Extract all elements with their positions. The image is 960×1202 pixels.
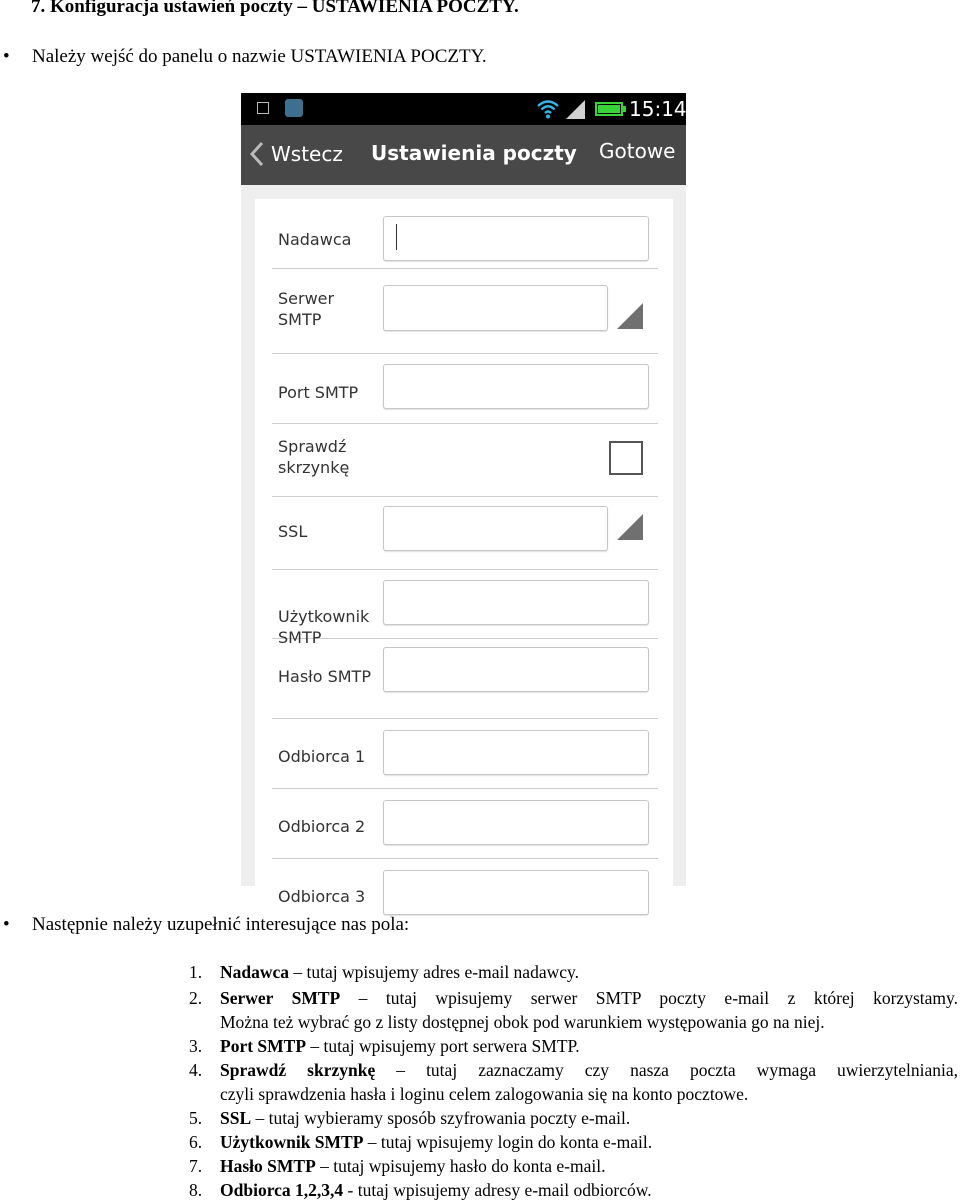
form-row-sender	[272, 199, 658, 269]
list-description-continued: Można też wybrać go z listy dostępnej obok pod warunkiem występowania go na niej.	[220, 1012, 825, 1032]
list-term: Użytkownik SMTP	[220, 1132, 364, 1152]
list-description: – tutaj wpisujemy serwer SMTP poczty e-mail z której korzystamy.	[340, 988, 958, 1008]
smtp-user-input[interactable]	[383, 580, 649, 625]
list-term: Port SMTP	[220, 1036, 307, 1056]
form-row-ssl	[272, 497, 658, 570]
chevron-left-icon	[247, 139, 269, 169]
bullet-1-dot: •	[3, 46, 10, 67]
ssl-input[interactable]	[383, 506, 608, 551]
screen-title: Ustawienia poczty	[371, 141, 577, 165]
list-term: Serwer SMTP	[220, 988, 341, 1008]
form-row-smtp-user	[272, 570, 658, 647]
form-row-smtp-server	[272, 269, 658, 354]
list-description: – tutaj wpisujemy hasło do konta e-mail.	[315, 1156, 606, 1176]
signal-icon	[566, 98, 586, 120]
list-number: 2.	[189, 988, 203, 1008]
field-label-smtp-server: Serwer SMTP	[278, 289, 335, 329]
form-row-recipient-2	[272, 789, 658, 859]
smtp-port-input[interactable]	[383, 364, 649, 409]
wifi-icon	[537, 98, 559, 120]
list-number: 8.	[189, 1180, 203, 1200]
list-description: – tutaj wpisujemy port serwera SMTP.	[306, 1036, 580, 1056]
list-description-continued: czyli sprawdzenia hasła i loginu celem zalogowania się na konto pocztowe.	[220, 1084, 749, 1104]
form-row-smtp-port	[272, 354, 658, 424]
section-heading: 7. Konfiguracja ustawień poczty – USTAWIENIA POCZTY.	[31, 0, 519, 17]
field-label-recipient-3: Odbiorca 3	[278, 887, 366, 906]
app-notification-icon	[285, 99, 303, 117]
list-term: Nadawca	[220, 962, 290, 982]
list-number: 4.	[189, 1060, 203, 1080]
field-label-smtp-port: Port SMTP	[278, 383, 359, 402]
form-row-smtp-password	[272, 639, 658, 719]
list-number: 6.	[189, 1132, 203, 1152]
sender-input[interactable]	[383, 216, 649, 261]
list-description: – tutaj wpisujemy adres e-mail nadawcy.	[289, 962, 579, 982]
action-bar	[241, 125, 686, 185]
dropdown-arrow-icon[interactable]	[617, 514, 643, 540]
back-label: Wstecz	[271, 142, 343, 166]
settings-form	[255, 199, 673, 906]
recipient-1-input[interactable]	[383, 730, 649, 775]
field-label-recipient-2: Odbiorca 2	[278, 817, 366, 836]
smtp-password-input[interactable]	[383, 647, 649, 692]
text-cursor	[396, 224, 397, 250]
gallery-notification-icon	[257, 102, 269, 114]
field-label-sender: Nadawca	[278, 230, 352, 249]
list-description: – tutaj wpisujemy login do konta e-mail.	[363, 1132, 653, 1152]
status-time: 15:14	[629, 97, 687, 121]
list-number: 7.	[189, 1156, 203, 1176]
back-button[interactable]	[247, 139, 343, 169]
list-term: Hasło SMTP	[220, 1156, 316, 1176]
field-label-smtp-password: Hasło SMTP	[278, 667, 371, 686]
form-row-check-mailbox	[272, 424, 658, 497]
list-term: SSL	[220, 1108, 252, 1128]
recipient-2-input[interactable]	[383, 800, 649, 845]
field-label-recipient-1: Odbiorca 1	[278, 747, 366, 766]
field-label-check-mailbox: Sprawdź skrzynkę	[278, 437, 350, 477]
smtp-server-input[interactable]	[383, 285, 608, 331]
form-row-recipient-1	[272, 719, 658, 789]
bullet-2-dot: •	[3, 914, 10, 935]
list-number: 1.	[189, 962, 203, 982]
list-term: Sprawdź skrzynkę	[220, 1060, 376, 1080]
check-mailbox-checkbox[interactable]	[609, 441, 643, 475]
battery-icon	[595, 102, 623, 116]
list-term: Odbiorca 1,2,3,4	[220, 1180, 344, 1200]
done-button[interactable]: Gotowe	[599, 139, 676, 163]
bullet-1-text: Należy wejść do panelu o nazwie USTAWIENIA POCZTY.	[32, 46, 487, 67]
phone-screenshot	[241, 93, 687, 906]
list-number: 5.	[189, 1108, 203, 1128]
list-description: - tutaj wpisujemy adresy e-mail odbiorców.	[343, 1180, 652, 1200]
list-description: – tutaj zaznaczamy czy nasza poczta wymaga uwierzytelniania,	[375, 1060, 959, 1080]
recipient-3-input[interactable]	[383, 870, 649, 915]
list-number: 3.	[189, 1036, 203, 1056]
bullet-2-text: Następnie należy uzupełnić interesujące nas pola:	[32, 914, 410, 935]
list-description: – tutaj wybieramy sposób szyfrowania poczty e-mail.	[251, 1108, 631, 1128]
status-bar	[241, 93, 686, 125]
dropdown-arrow-icon[interactable]	[617, 303, 643, 329]
field-label-smtp-user: Użytkownik SMTP	[278, 607, 370, 647]
field-label-ssl: SSL	[278, 522, 308, 541]
